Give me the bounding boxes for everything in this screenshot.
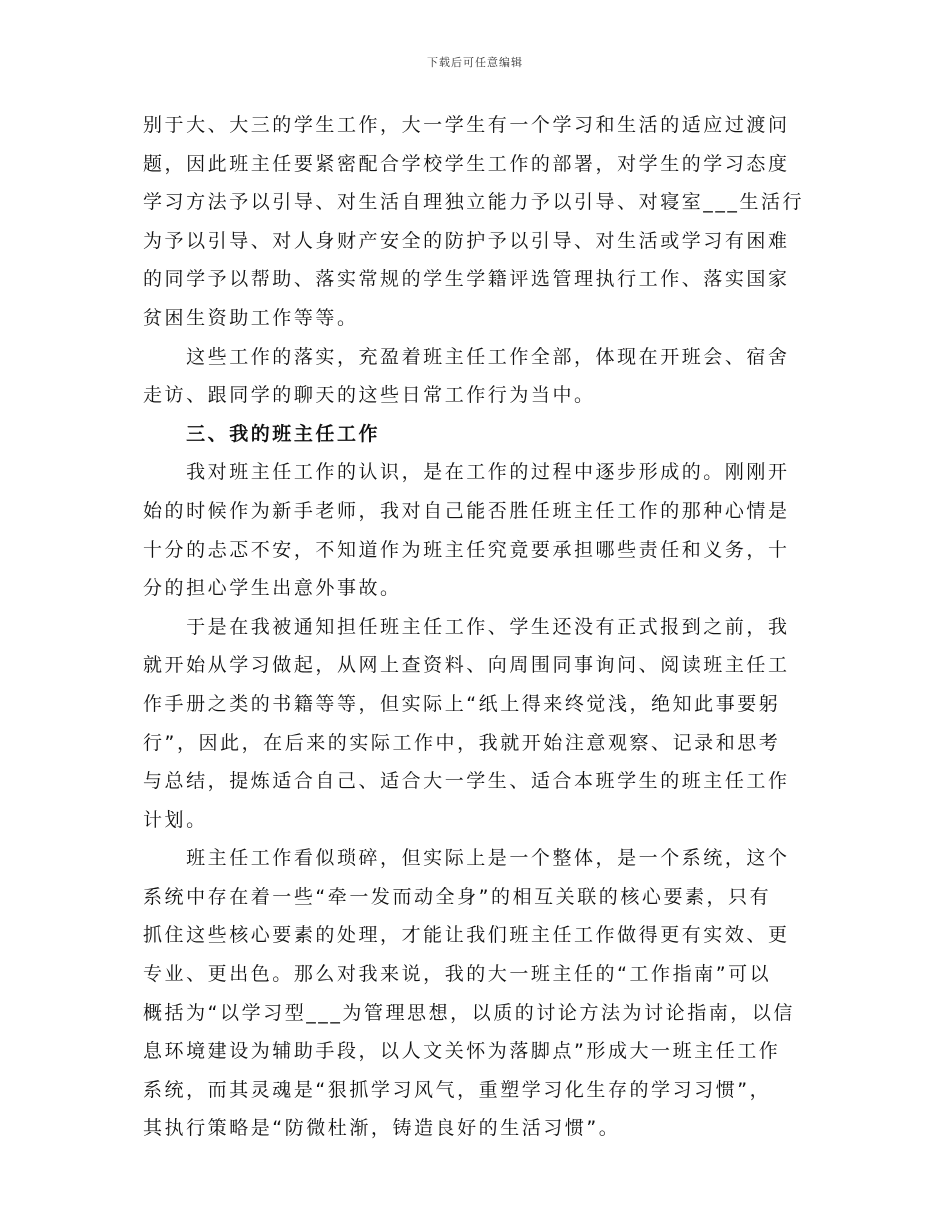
text-line: 息环境建设为辅助手段，以人文关怀为落脚点”形成大一班主任工作 bbox=[143, 1040, 781, 1063]
text-line: 抓住这些核心要素的处理，才能让我们班主任工作做得更有实效、更 bbox=[143, 924, 790, 947]
text-line: 分的担心学生出意外事故。 bbox=[143, 577, 402, 600]
text-line: 系统中存在着一些“牵一发而动全身”的相互关联的核心要素，只有 bbox=[143, 885, 772, 908]
text-line: 为予以引导、对人身财产安全的防护予以引导、对生活或学习有困难 bbox=[143, 229, 790, 252]
section-heading: 三、我的班主任工作 bbox=[143, 422, 381, 445]
text-line: 其执行策略是“防微杜渐，铸造良好的生活习惯”。 bbox=[143, 1117, 621, 1140]
text-line: 题，因此班主任要紧密配合学校学生工作的部署，对学生的学习态度 bbox=[143, 152, 790, 175]
text-line: 我对班主任工作的认识，是在工作的过程中逐步形成的。刚刚开 bbox=[143, 461, 790, 484]
text-line: 于是在我被通知担任班主任工作、学生还没有正式报到之前，我 bbox=[143, 615, 790, 638]
text-line: 的同学予以帮助、落实常规的学生学籍评选管理执行工作、落实国家 bbox=[143, 268, 790, 291]
text-line: 与总结，提炼适合自己、适合大一学生、适合本班学生的班主任工作 bbox=[143, 770, 790, 793]
text-line: 就开始从学习做起，从网上查资料、向周围同事询问、阅读班主任工 bbox=[143, 654, 790, 677]
text-line: 行”，因此，在后来的实际工作中，我就开始注意观察、记录和思考 bbox=[143, 731, 781, 754]
text-line: 系统，而其灵魂是“狠抓学习风气，重塑学习化生存的学习习惯”， bbox=[143, 1078, 772, 1101]
text-line: 始的时候作为新手老师，我对自己能否胜任班主任工作的那种心情是 bbox=[143, 499, 790, 522]
text-line: 别于大、大三的学生工作，大一学生有一个学习和生活的适应过渡问 bbox=[143, 114, 790, 136]
text-line: 这些工作的落实，充盈着班主任工作全部，体现在开班会、宿舍 bbox=[143, 345, 790, 368]
document-body bbox=[143, 106, 808, 1148]
text-line: 贫困生资助工作等等。 bbox=[143, 306, 359, 329]
text-line: 走访、跟同学的聊天的这些日常工作行为当中。 bbox=[143, 384, 596, 407]
text-line: 学习方法予以引导、对生活自理独立能力予以引导、对寝室___生活行 bbox=[143, 191, 805, 214]
text-line: 概括为“以学习型___为管理思想，以质的讨论方法为讨论指南，以信 bbox=[143, 1001, 795, 1024]
text-line: 作手册之类的书籍等等，但实际上“纸上得来终觉浅，绝知此事要躬 bbox=[143, 692, 781, 715]
text-line: 专业、更出色。那么对我来说，我的大一班主任的“工作指南”可以 bbox=[143, 963, 772, 986]
text-line: 计划。 bbox=[143, 808, 208, 831]
text-line: 十分的忐忑不安，不知道作为班主任究竟要承担哪些责任和义务，十 bbox=[143, 538, 790, 561]
page-header-note: 下载后可任意编辑 bbox=[427, 56, 523, 69]
text-line: 班主任工作看似琐碎，但实际上是一个整体，是一个系统，这个 bbox=[143, 847, 790, 870]
